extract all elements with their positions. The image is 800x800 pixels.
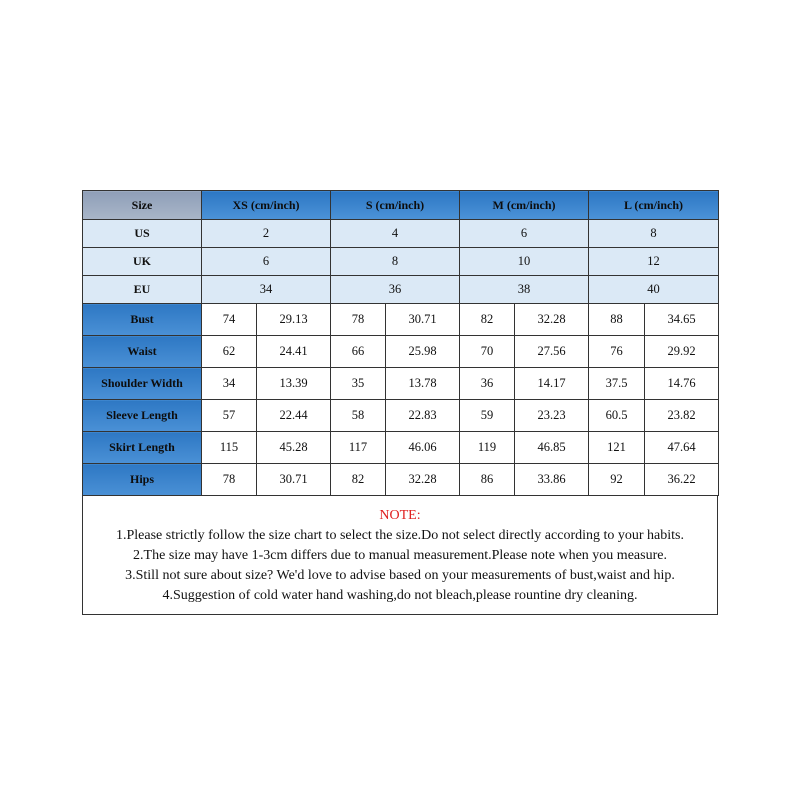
table-cell: 88 <box>589 304 645 336</box>
measurement-row-skirt-length <box>83 432 719 464</box>
measurement-row-bust <box>83 304 719 336</box>
conversion-row-us <box>83 220 719 248</box>
note-line-4: 4.Suggestion of cold water hand washing,do not bleach,please rountine dry cleaning. <box>162 588 638 603</box>
table-cell: 47.64 <box>645 432 719 464</box>
table-cell: 2 <box>202 220 331 248</box>
row-label: Skirt Length <box>83 432 202 464</box>
table-cell: 57 <box>202 400 257 432</box>
row-label: Shoulder Width <box>83 368 202 400</box>
table-cell: 59 <box>460 400 515 432</box>
table-cell: 78 <box>331 304 386 336</box>
table-header-row <box>83 191 719 220</box>
table-cell: 36 <box>460 368 515 400</box>
measurement-row-hips <box>83 464 719 496</box>
row-label: EU <box>83 276 202 304</box>
table-cell: 60.5 <box>589 400 645 432</box>
table-cell: 115 <box>202 432 257 464</box>
note-line-2: 2.The size may have 1-3cm differs due to manual measurement.Please note when you measure. <box>133 548 667 563</box>
table-cell: 6 <box>460 220 589 248</box>
measurement-row-shoulder-width <box>83 368 719 400</box>
table-cell: 62 <box>202 336 257 368</box>
table-cell: 33.86 <box>515 464 589 496</box>
row-label: Sleeve Length <box>83 400 202 432</box>
table-cell: 27.56 <box>515 336 589 368</box>
conversion-row-uk <box>83 248 719 276</box>
table-cell: 29.92 <box>645 336 719 368</box>
table-cell: 78 <box>202 464 257 496</box>
table-cell: 36.22 <box>645 464 719 496</box>
notes-title: NOTE: <box>379 508 421 523</box>
table-cell: 32.28 <box>386 464 460 496</box>
row-label: Hips <box>83 464 202 496</box>
table-cell: 82 <box>331 464 386 496</box>
table-cell: 12 <box>589 248 719 276</box>
size-header-s: S (cm/inch) <box>331 191 460 220</box>
table-cell: 8 <box>331 248 460 276</box>
table-cell: 8 <box>589 220 719 248</box>
table-cell: 36 <box>331 276 460 304</box>
table-cell: 14.76 <box>645 368 719 400</box>
table-cell: 13.78 <box>386 368 460 400</box>
table-cell: 74 <box>202 304 257 336</box>
table-cell: 58 <box>331 400 386 432</box>
table-cell: 37.5 <box>589 368 645 400</box>
table-cell: 32.28 <box>515 304 589 336</box>
table-cell: 25.98 <box>386 336 460 368</box>
table-cell: 34.65 <box>645 304 719 336</box>
table-cell: 38 <box>460 276 589 304</box>
table-cell: 6 <box>202 248 331 276</box>
table-cell: 24.41 <box>257 336 331 368</box>
table-cell: 34 <box>202 276 331 304</box>
table-cell: 22.83 <box>386 400 460 432</box>
table-cell: 92 <box>589 464 645 496</box>
table-cell: 86 <box>460 464 515 496</box>
table-cell: 66 <box>331 336 386 368</box>
table-cell: 29.13 <box>257 304 331 336</box>
table-cell: 13.39 <box>257 368 331 400</box>
table-cell: 46.06 <box>386 432 460 464</box>
table-cell: 82 <box>460 304 515 336</box>
size-header-xs: XS (cm/inch) <box>202 191 331 220</box>
table-cell: 76 <box>589 336 645 368</box>
header-corner: Size <box>83 191 202 220</box>
table-cell: 23.23 <box>515 400 589 432</box>
table-cell: 45.28 <box>257 432 331 464</box>
size-table <box>82 190 719 496</box>
note-line-3: 3.Still not sure about size? We'd love to advise based on your measurements of bust,waist and hip. <box>125 568 675 583</box>
row-label: US <box>83 220 202 248</box>
table-cell: 117 <box>331 432 386 464</box>
table-cell: 30.71 <box>386 304 460 336</box>
note-line-1: 1.Please strictly follow the size chart to select the size.Do not select directly according to your habits. <box>116 528 684 543</box>
table-cell: 40 <box>589 276 719 304</box>
table-cell: 35 <box>331 368 386 400</box>
conversion-row-eu <box>83 276 719 304</box>
table-cell: 46.85 <box>515 432 589 464</box>
table-cell: 14.17 <box>515 368 589 400</box>
table-cell: 119 <box>460 432 515 464</box>
table-cell: 30.71 <box>257 464 331 496</box>
table-cell: 23.82 <box>645 400 719 432</box>
size-header-m: M (cm/inch) <box>460 191 589 220</box>
notes-box <box>82 496 718 615</box>
measurement-row-waist <box>83 336 719 368</box>
table-cell: 70 <box>460 336 515 368</box>
row-label: UK <box>83 248 202 276</box>
table-cell: 121 <box>589 432 645 464</box>
row-label: Waist <box>83 336 202 368</box>
measurement-row-sleeve-length <box>83 400 719 432</box>
size-header-l: L (cm/inch) <box>589 191 719 220</box>
table-cell: 10 <box>460 248 589 276</box>
table-cell: 22.44 <box>257 400 331 432</box>
table-cell: 34 <box>202 368 257 400</box>
size-chart <box>82 190 718 615</box>
table-cell: 4 <box>331 220 460 248</box>
row-label: Bust <box>83 304 202 336</box>
